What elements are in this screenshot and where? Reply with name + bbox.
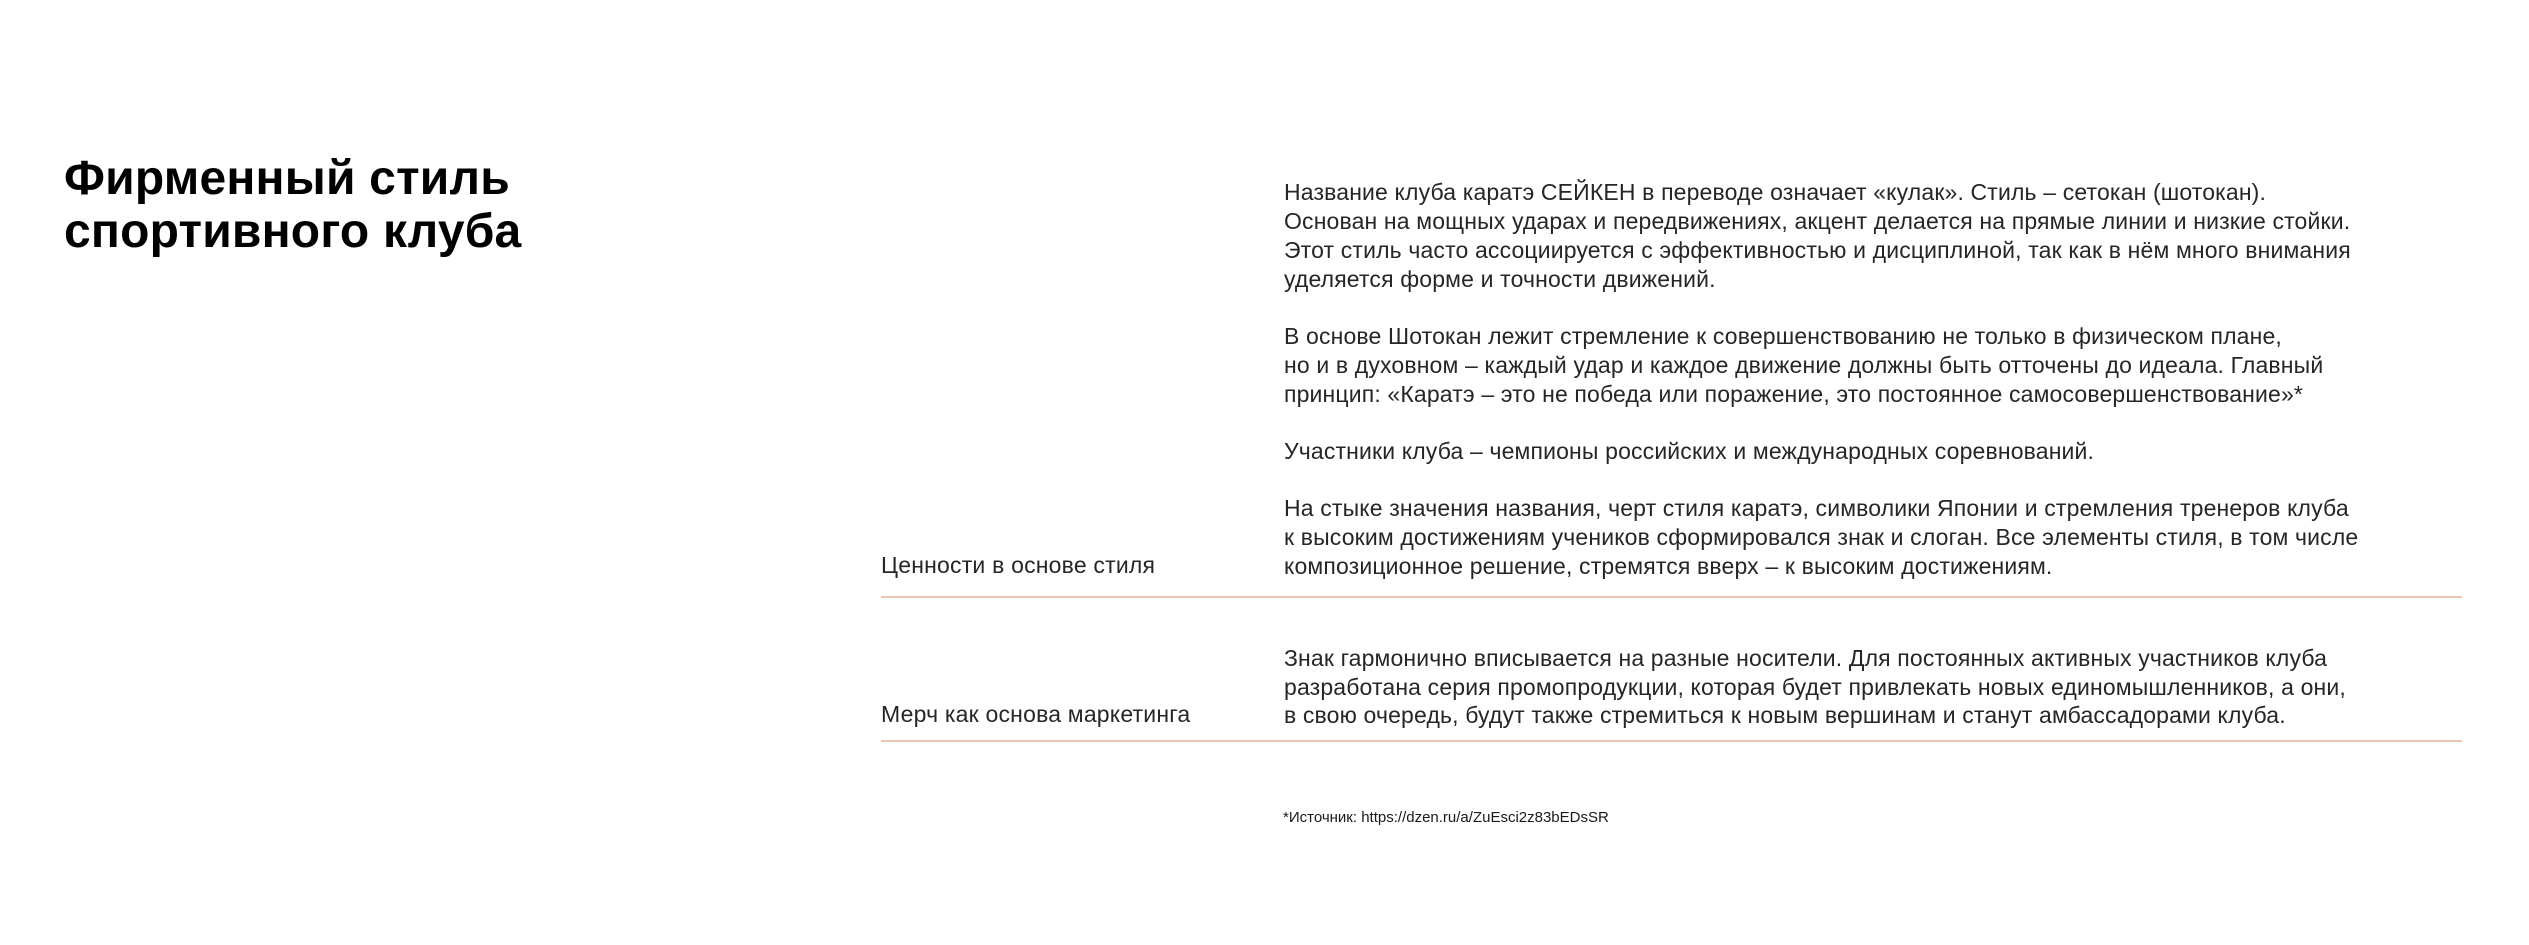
- text-line: но и в духовном – каждый удар и каждое движение должны быть отточены до идеала. Главный: [1284, 352, 2324, 378]
- divider: [881, 596, 2462, 598]
- section-label-values: Ценности в основе стиля: [881, 552, 1156, 578]
- page-title-line-2: спортивного клуба: [64, 205, 522, 258]
- text-line: Основан на мощных ударах и передвижениях, акцент делается на прямые линии и низкие стойки.: [1284, 208, 2351, 234]
- text-line: разработана серия промопродукции, которая будет привлекать новых единомышленников, а они,: [1284, 674, 2346, 700]
- text-line: Этот стиль часто ассоциируется с эффективностью и дисциплиной, так как в нём много внимания: [1284, 237, 2351, 263]
- text-line: уделяется форме и точности движений.: [1284, 266, 1716, 292]
- divider: [881, 740, 2462, 742]
- section-label-merch: Мерч как основа маркетинга: [881, 701, 1191, 727]
- text-line: принцип: «Каратэ – это не победа или поражение, это постоянное самосовершенствование»*: [1284, 381, 2303, 407]
- text-line: к высоким достижениям учеников сформировался знак и слоган. Все элементы стиля, в том числе: [1284, 524, 2359, 550]
- text-line: Участники клуба – чемпионы российских и международных соревнований.: [1284, 438, 2095, 464]
- page-title-line-1: Фирменный стиль: [64, 152, 510, 205]
- text-line: Название клуба каратэ СЕЙКЕН в переводе означает «кулак». Стиль – сетокан (шотокан).: [1284, 179, 2267, 205]
- page-title: [64, 152, 521, 258]
- text-line: в свою очередь, будут также стремиться к новым вершинам и станут амбассадорами клуба.: [1284, 702, 2286, 728]
- text-line: Знак гармонично вписывается на разные носители. Для постоянных активных участников клуба: [1284, 645, 2328, 671]
- source-footnote: *Источник: https://dzen.ru/a/ZuEsci2z83bEDsSR: [1283, 809, 1609, 826]
- text-line: В основе Шотокан лежит стремление к совершенствованию не только в физическом плане,: [1284, 323, 2282, 349]
- text-line: На стыке значения названия, черт стиля каратэ, символики Японии и стремления тренеров клуба: [1284, 495, 2349, 521]
- text-line: композиционное решение, стремятся вверх – к высоким достижениям.: [1284, 553, 2053, 579]
